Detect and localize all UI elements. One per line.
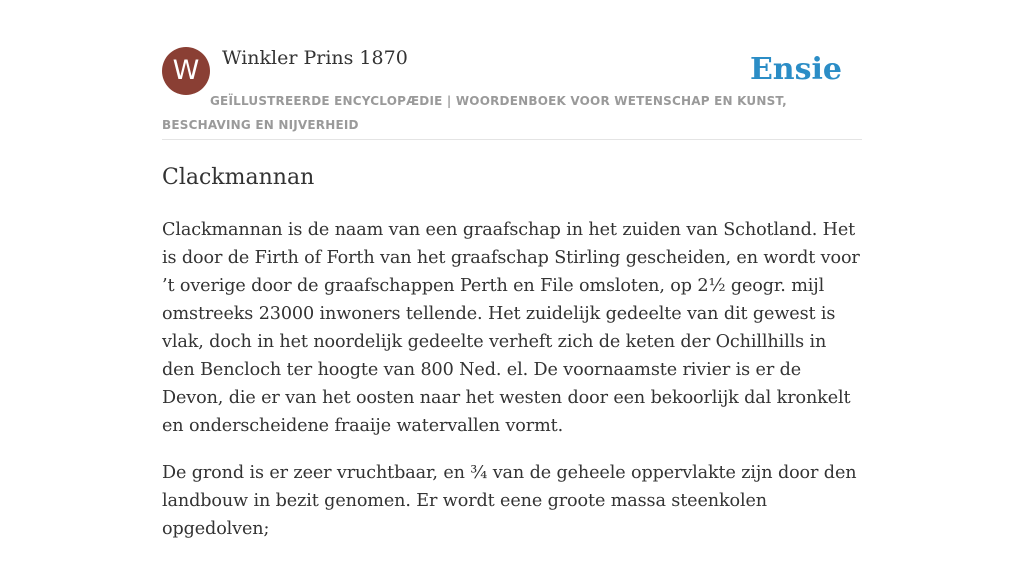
source-header: [162, 46, 862, 140]
article-paragraph-2: De grond is er zeer vruchtbaar, en ¾ van de geheele oppervlakte zijn door den landbouw in bezit genomen. Er wordt eene groote massa steenkolen opgedolven;: [162, 463, 857, 539]
article-title: Clackmannan: [162, 165, 315, 190]
source-avatar[interactable]: W: [162, 47, 210, 95]
article-paragraph-1: Clackmannan is de naam van een graafschap in het zuiden van Schotland. Het is door de Firth of Forth van het graafschap Stirling gescheiden, en wordt voor ’t overige door de graafschappen Perth en File omsloten, op 2½ geogr. mijl omstreeks 23000 inwoners tellende. Het zuidelijk gedeelte van dit gewest is vlak, doch in het noordelijk gedeelte verheft zich de keten der Ochillhills in den Bencloch ter hoogte van 800 Ned. el. De voornaamste rivier is er de Devon, die er van het oosten naar het westen door een bekoorlijk dal kronkelt en onderscheidene fraaije watervallen vormt.: [162, 220, 860, 436]
ensie-logo-link[interactable]: Ensie: [749, 52, 842, 87]
source-subtitle: GEÏLLUSTREERDE ENCYCLOPÆDIE | WOORDENBOEK VOOR WETENSCHAP EN KUNST, BESCHAVING EN NIJVERHEID: [162, 94, 787, 132]
article-body: [162, 162, 862, 562]
source-title-link[interactable]: Winkler Prins 1870: [222, 47, 408, 69]
